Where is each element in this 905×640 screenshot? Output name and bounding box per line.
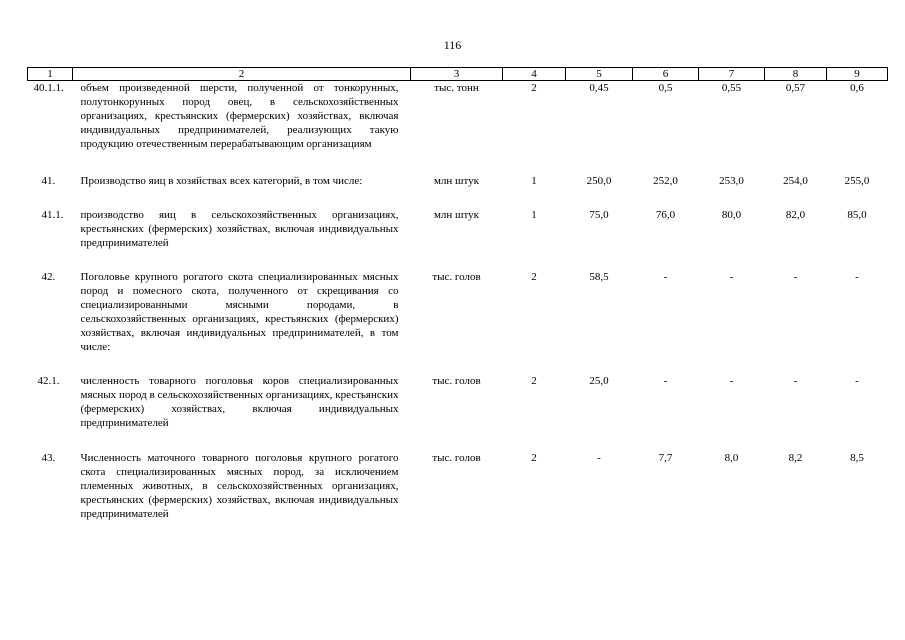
row-col6: 76,0 [655,209,676,221]
column-header: 9 [827,68,888,81]
row-col4: 2 [531,271,537,283]
row-col9: 0,6 [850,82,864,94]
row-col6: 252,0 [653,175,678,187]
row-col8: 0,57 [785,82,806,94]
column-header: 2 [73,68,411,81]
table-row [28,174,888,188]
row-col4: 1 [531,209,537,221]
column-header: 6 [633,68,699,81]
row-unit: млн штук [433,175,480,187]
row-col8: 254,0 [783,175,808,187]
row-unit: тыс. тонн [434,82,479,94]
row-description: объем произведенной шерсти, полученной от тонкорунных, полутонкорунных пород овец, в сельскохозяйственных организациях, крестьянских (фермерских) хозяйствах, включая индивидуальных предпринимателей, реализующих такую продукцию отечественным перерабатывающим организациям [80,82,399,150]
row-col7: 0,55 [721,82,742,94]
column-header: 1 [28,68,73,81]
row-col9: 85,0 [847,209,867,221]
row-col4: 2 [531,375,537,387]
table-header-row [28,68,888,81]
indicators-table [27,67,888,521]
row-col5: - [597,452,601,464]
row-col6: - [663,375,668,387]
row-description: Поголовье крупного рогатого скота специализированных мясных пород и помесного скота, полученного от скрещивания со специализированными мясными породами, в сельскохозяйственных организациях, крестьянских (фермерских) хозяйствах, включая индивидуальных предпринимателей, в том числе: [80,271,399,353]
row-col5: 0,45 [589,82,609,94]
row-number: 40.1.1. [33,82,64,94]
row-number: 42. [41,271,56,283]
row-unit: тыс. голов [432,375,481,387]
table-row [28,208,888,250]
row-unit: млн штук [433,209,480,221]
table-row [28,81,888,152]
row-col6: - [663,271,668,283]
row-col6: 0,5 [658,82,673,94]
row-description: производство яиц в сельскохозяйственных организациях, крестьянских (фермерских) хозяйствах, включая индивидуальных предпринимателей [80,209,399,249]
row-col8: 82,0 [785,209,806,221]
row-col7: - [729,271,734,283]
row-unit: тыс. голов [432,271,481,283]
row-col5: 58,5 [589,271,609,283]
row-number: 41.1. [41,209,64,221]
column-header: 8 [765,68,827,81]
row-number: 42.1. [37,375,60,387]
row-col9: 255,0 [844,175,870,187]
row-col6: 7,7 [658,452,673,464]
row-col7: 8,0 [724,452,739,464]
table-row [28,270,888,354]
row-col5: 250,0 [586,175,612,187]
row-col5: 25,0 [589,375,609,387]
row-col9: - [855,271,859,283]
row-col9: - [855,375,859,387]
row-number: 41. [41,175,56,187]
row-description: Производство яиц в хозяйствах всех категорий, в том числе: [80,175,363,187]
row-col5: 75,0 [589,209,609,221]
row-col7: 253,0 [719,175,744,187]
row-col7: 80,0 [721,209,742,221]
row-col4: 2 [531,452,537,464]
column-header: 4 [503,68,566,81]
row-unit: тыс. голов [432,452,481,464]
column-header: 3 [411,68,503,81]
row-description: численность товарного поголовья коров специализированных мясных пород в сельскохозяйственных организациях, крестьянских (фермерских) хозяйствах, включая индивидуальных предпринимателей [80,375,399,429]
row-col7: - [729,375,734,387]
row-number: 43. [41,452,56,464]
column-header: 7 [699,68,765,81]
row-description: Численность маточного товарного поголовья крупного рогатого скота специализированных мясных пород, за исключением племенных животных, в сельскохозяйственных организациях, крестьянских (фермерских) хозяйствах, включая индивидуальных предпринимателей [80,452,399,520]
row-col4: 2 [531,82,537,94]
table-row [28,374,888,430]
row-col4: 1 [531,175,537,187]
table-row [28,451,888,521]
column-header: 5 [566,68,633,81]
row-col8: 8,2 [788,452,803,464]
row-col8: - [793,271,798,283]
row-col8: - [793,375,798,387]
row-col9: 8,5 [850,452,864,464]
page-number: 116 [443,38,462,52]
